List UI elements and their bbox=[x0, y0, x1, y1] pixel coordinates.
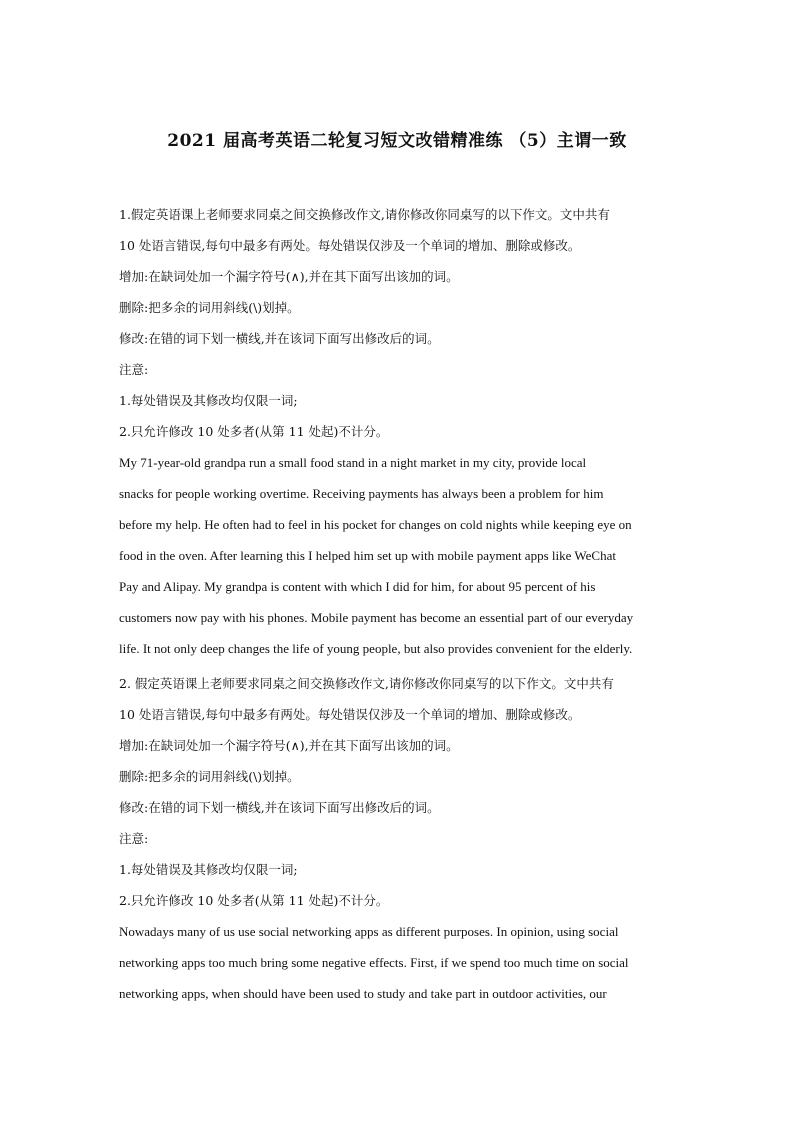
passage-line: snacks for people working overtime. Receiving payments has always been a problem for him bbox=[119, 486, 604, 501]
instruction-line: 2.只允许修改 10 处多者(从第 11 处起)不计分。 bbox=[119, 893, 389, 908]
instruction-line: 增加:在缺词处加一个漏字符号(∧),并在其下面写出该加的词。 bbox=[119, 269, 459, 284]
instruction-line: 1.每处错误及其修改均仅限一词; bbox=[119, 393, 298, 408]
instruction-line: 2.只允许修改 10 处多者(从第 11 处起)不计分。 bbox=[119, 424, 389, 439]
instruction-line: 1.假定英语课上老师要求同桌之间交换修改作文,请你修改你同桌写的以下作文。文中共有 bbox=[119, 207, 610, 222]
passage-line: food in the oven. After learning this I helped him set up with mobile payment apps like WeChat bbox=[119, 548, 616, 563]
instruction-line: 10 处语言错误,每句中最多有两处。每处错误仅涉及一个单词的增加、删除或修改。 bbox=[119, 707, 581, 722]
instruction-line: 注意: bbox=[119, 362, 149, 377]
passage-line: My 71-year-old grandpa run a small food stand in a night market in my city, provide local bbox=[119, 455, 587, 470]
instruction-line: 注意: bbox=[119, 831, 149, 846]
instruction-line: 修改:在错的词下划一横线,并在该词下面写出修改后的词。 bbox=[119, 331, 440, 346]
instruction-line: 删除:把多余的词用斜线(\)划掉。 bbox=[119, 769, 300, 784]
passage-line: Nowadays many of us use social networking apps as different purposes. In opinion, using social bbox=[119, 924, 619, 939]
instruction-line: 删除:把多余的词用斜线(\)划掉。 bbox=[119, 300, 300, 315]
passage-line: networking apps, when should have been used to study and take part in outdoor activities, our bbox=[119, 986, 607, 1001]
passage-line: Pay and Alipay. My grandpa is content with which I did for him, for about 95 percent of his bbox=[119, 579, 596, 594]
passage-line: networking apps too much bring some negative effects. First, if we spend too much time on social bbox=[119, 955, 629, 970]
passage-line: before my help. He often had to feel in his pocket for changes on cold nights while keeping eye on bbox=[119, 517, 632, 532]
instruction-line: 增加:在缺词处加一个漏字符号(∧),并在其下面写出该加的词。 bbox=[119, 738, 459, 753]
passage-line: customers now pay with his phones. Mobile payment has become an essential part of our everyday bbox=[119, 610, 634, 625]
passage-line: life. It not only deep changes the life of young people, but also provides convenient for the elderly. bbox=[119, 641, 633, 656]
instruction-line: 修改:在错的词下划一横线,并在该词下面写出修改后的词。 bbox=[119, 800, 440, 815]
instruction-line: 10 处语言错误,每句中最多有两处。每处错误仅涉及一个单词的增加、删除或修改。 bbox=[119, 238, 581, 253]
instruction-line: 1.每处错误及其修改均仅限一词; bbox=[119, 862, 298, 877]
page-title: 2021 届高考英语二轮复习短文改错精准练 （5）主谓一致 bbox=[167, 131, 627, 151]
instruction-line: 2. 假定英语课上老师要求同桌之间交换修改作文,请你修改你同桌写的以下作文。文中共有 bbox=[119, 676, 614, 691]
